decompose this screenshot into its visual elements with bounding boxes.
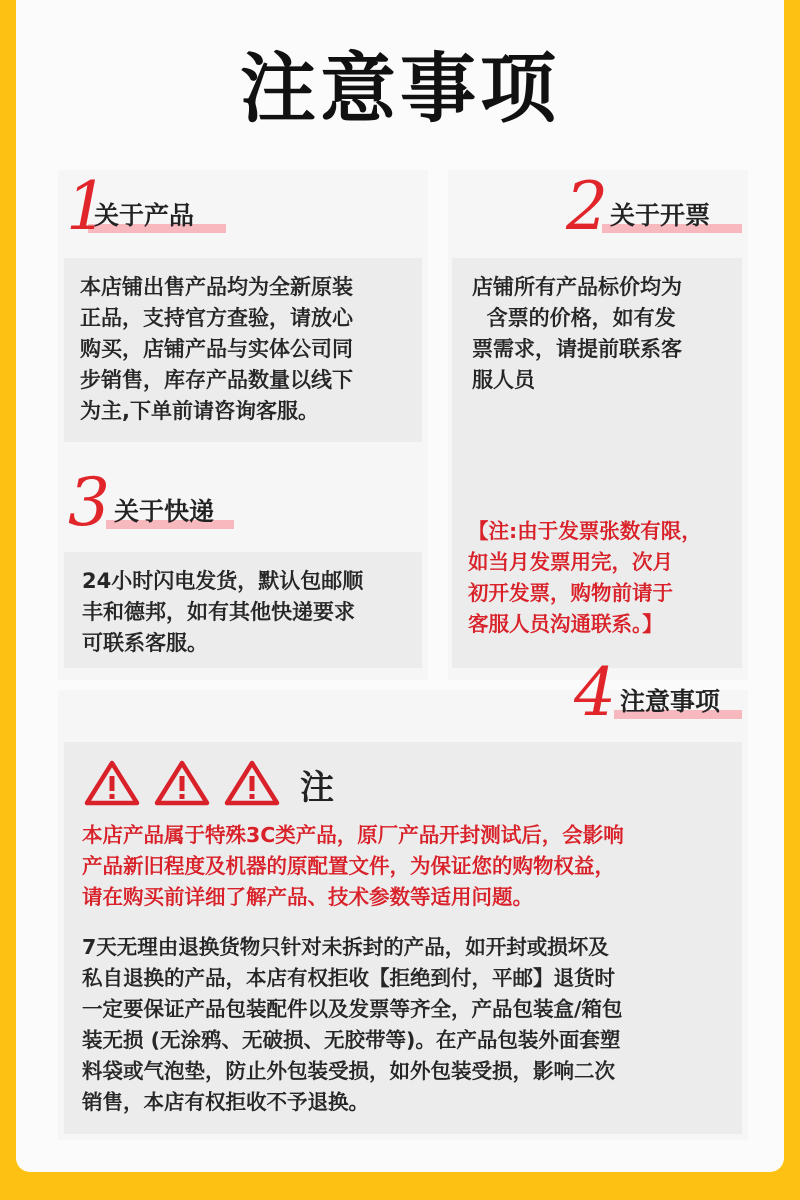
- section-1-number: 1: [66, 168, 108, 245]
- section-4-header: [574, 654, 746, 731]
- section-2-note-line: 【注:由于发票张数有限，: [468, 519, 702, 543]
- section-4-policy-line: 装无损 (无涂鸦、无破损、无胶带等)。在产品包装外面套塑: [82, 1028, 621, 1052]
- section-1-line: 本店铺出售产品均为全新原装: [80, 275, 353, 299]
- section-3-number: 3: [68, 464, 110, 541]
- section-1-box: [64, 258, 422, 442]
- section-2-note: [468, 516, 702, 640]
- section-2-number: 2: [566, 168, 608, 245]
- section-2-note-line: 初开发票，购物前请于: [468, 581, 673, 605]
- section-1-line: 正品，支持官方查验，请放心: [80, 306, 353, 330]
- section-1-header: [66, 168, 236, 245]
- warning-triangle-icon: [224, 760, 280, 806]
- section-3-box: [64, 552, 422, 668]
- section-4-warning-line: 产品新旧程度及机器的原配置文件，为保证您的购物权益，: [82, 854, 615, 878]
- section-4-number: 4: [574, 654, 616, 731]
- section-4-policy-text: [82, 932, 623, 1118]
- section-3-line: 丰和德邦，如有其他快递要求: [82, 600, 355, 624]
- section-3-line: 24小时闪电发货，默认包邮顺: [82, 569, 364, 593]
- section-3-header: [68, 464, 248, 541]
- section-4-title: 注意事项: [620, 687, 721, 716]
- warning-label: 注: [300, 768, 334, 808]
- section-2-note-line: 如当月发票用完，次月: [468, 550, 673, 574]
- section-4-policy-line: 私自退换的产品，本店有权拒收【拒绝到付，平邮】退货时: [82, 966, 615, 990]
- section-4-warning-text: [82, 820, 624, 913]
- warning-triangle-icon: [154, 760, 210, 806]
- section-4-policy-line: 7天无理由退换货物只针对未拆封的产品，如开封或损坏及: [82, 935, 609, 959]
- section-2-header: [566, 168, 746, 245]
- section-2-title: 关于开票: [610, 201, 711, 230]
- section-2-note-line: 客服人员沟通联系。】: [468, 612, 663, 636]
- section-4-policy-line: 一定要保证产品包装配件以及发票等齐全，产品包装盒/箱包: [82, 997, 623, 1021]
- section-1-line: 为主,下单前请咨询客服。: [80, 399, 319, 423]
- section-2-line: 店铺所有产品标价均为: [472, 275, 682, 299]
- section-3-line: 可联系客服。: [82, 631, 208, 655]
- section-4-policy-line: 料袋或气泡垫，防止外包装受损，如外包装受损，影响二次: [82, 1059, 615, 1083]
- section-1-line: 步销售，库存产品数量以线下: [80, 368, 353, 392]
- section-2-line: 服人员: [472, 368, 535, 392]
- section-3-title: 关于快递: [114, 497, 215, 526]
- section-4-policy-line: 销售，本店有权拒收不予退换。: [82, 1090, 369, 1114]
- section-1-line: 购买，店铺产品与实体公司同: [80, 337, 353, 361]
- section-2-line: 票需求，请提前联系客: [472, 337, 682, 361]
- warning-triangle-icon: [84, 760, 140, 806]
- section-2-line: 含票的价格，如有发: [472, 306, 676, 330]
- section-4-warning-line: 本店产品属于特殊3C类产品，原厂产品开封测试后，会影响: [82, 823, 624, 847]
- page-title: 注意事项: [240, 44, 560, 133]
- section-2-box: [452, 258, 742, 668]
- section-1-title: 关于产品: [94, 201, 195, 230]
- section-4-warning-line: 请在购买前详细了解产品、技术参数等适用问题。: [82, 885, 533, 909]
